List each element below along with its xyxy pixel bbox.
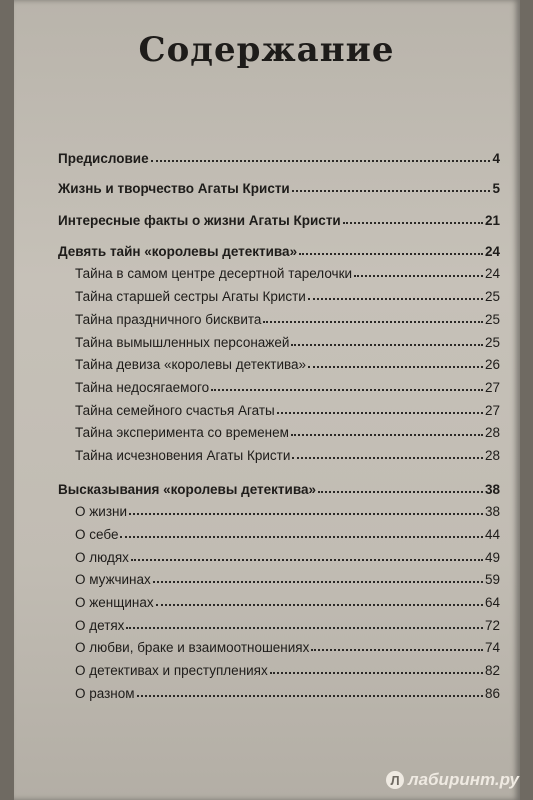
toc-entry-page: 27 <box>484 379 500 395</box>
labirint-logo-icon: Л <box>386 771 404 789</box>
watermark-logo <box>386 770 519 790</box>
page-title: Содержание <box>138 30 395 70</box>
toc-subsection-entry <box>58 678 500 701</box>
toc-entry-page: 72 <box>484 617 500 633</box>
toc-leader-dots <box>120 536 483 538</box>
toc-entry-label: О любви, браке и взаимоотношениях <box>75 640 310 656</box>
toc-section-entry <box>58 474 500 497</box>
toc-subsection-entry <box>58 327 500 350</box>
toc-entry-label: О детях <box>75 617 125 633</box>
toc-entry-page: 28 <box>484 447 500 463</box>
toc-entry-page: 59 <box>484 572 500 588</box>
toc-section-entry <box>58 143 500 166</box>
toc-subsection-entry <box>58 565 500 588</box>
toc-entry-page: 25 <box>484 334 500 350</box>
toc-entry-label: О жизни <box>75 504 128 520</box>
toc-entry-page: 82 <box>484 663 500 679</box>
toc-entry-label: О мужчинах <box>75 572 151 588</box>
toc-entry-page: 5 <box>492 181 500 197</box>
toc-entry-label: О детективах и преступлениях <box>75 663 268 679</box>
toc-leader-dots <box>131 559 483 561</box>
toc-entry-label: Предисловие <box>58 150 149 166</box>
toc-entry-page: 64 <box>484 595 500 611</box>
toc-entry-label: Высказывания «королевы детектива» <box>58 481 316 497</box>
toc-leader-dots <box>354 275 483 277</box>
toc-entry-page: 27 <box>484 402 500 418</box>
toc-section-entry <box>58 174 500 197</box>
toc-subsection-entry <box>58 259 500 282</box>
toc-subsection-entry <box>58 304 500 327</box>
toc-subsection-entry <box>58 372 500 395</box>
toc-section-entry <box>58 236 500 259</box>
toc-subsection-entry <box>58 395 500 418</box>
toc-entry-label: О людях <box>75 549 129 565</box>
toc-entry-label: О женщинах <box>75 595 154 611</box>
toc-entry-label: Тайна праздничного бисквита <box>75 311 262 327</box>
toc-leader-dots <box>292 190 491 192</box>
toc-leader-dots <box>129 513 483 515</box>
toc-leader-dots <box>308 366 483 368</box>
toc-entry-label: Интересные факты о жизни Агаты Кристи <box>58 213 341 229</box>
toc-entry-page: 4 <box>492 150 500 166</box>
toc-subsection-entry <box>58 633 500 656</box>
toc-leader-dots <box>153 581 483 583</box>
toc-leader-dots <box>126 627 483 629</box>
toc-leader-dots <box>151 160 491 162</box>
toc-leader-dots <box>270 672 483 674</box>
toc-entry-page: 44 <box>484 527 500 542</box>
toc-entry-page: 28 <box>484 425 500 441</box>
toc-leader-dots <box>311 649 483 651</box>
toc-subsection-entry <box>58 281 500 304</box>
toc-leader-dots <box>156 604 483 606</box>
toc-leader-dots <box>308 298 483 300</box>
toc-entry-label: Тайна вымышленных персонажей <box>75 334 290 350</box>
toc-entry-page: 24 <box>484 243 500 259</box>
toc-entry-label: Тайна семейного счастья Агаты <box>75 402 275 418</box>
toc-entry-page: 49 <box>484 549 500 565</box>
toc-leader-dots <box>318 491 483 493</box>
table-of-contents <box>58 143 500 701</box>
toc-entry-page: 21 <box>484 213 500 229</box>
toc-section-entry <box>58 205 500 228</box>
toc-entry-page: 74 <box>484 640 500 656</box>
toc-leader-dots <box>263 321 483 323</box>
toc-subsection-entry <box>58 440 500 463</box>
toc-entry-label: О разном <box>75 685 135 701</box>
toc-entry-page: 25 <box>484 289 500 305</box>
toc-leader-dots <box>343 222 483 224</box>
toc-leader-dots <box>292 457 483 459</box>
toc-subsection-entry <box>58 519 500 542</box>
toc-entry-label: О себе <box>75 527 119 542</box>
toc-leader-dots <box>211 389 483 391</box>
toc-entry-page: 86 <box>484 685 500 701</box>
toc-subsection-entry <box>58 610 500 633</box>
toc-entry-label: Тайна девиза «королевы детектива» <box>75 357 307 373</box>
toc-subsection-entry <box>58 542 500 565</box>
toc-entry-label: Тайна исчезновения Агаты Кристи <box>75 447 291 463</box>
toc-leader-dots <box>291 434 483 436</box>
toc-entry-page: 26 <box>484 357 500 373</box>
toc-entry-label: Тайна старшей сестры Агаты Кристи <box>75 289 306 305</box>
toc-entry-page: 38 <box>484 481 500 497</box>
toc-entry-label: Тайна недосягаемого <box>75 379 210 395</box>
toc-entry-page: 24 <box>484 266 500 282</box>
toc-entry-page: 38 <box>484 504 500 520</box>
toc-subsection-entry <box>58 497 500 520</box>
toc-entry-label: Тайна в самом центре десертной тарелочки <box>75 266 353 282</box>
toc-entry-page: 25 <box>484 311 500 327</box>
toc-leader-dots <box>291 344 483 346</box>
toc-subsection-entry <box>58 350 500 373</box>
toc-subsection-entry <box>58 655 500 678</box>
watermark-text: лабиринт.ру <box>408 770 519 789</box>
toc-entry-label: Жизнь и творчество Агаты Кристи <box>58 181 290 197</box>
toc-subsection-entry <box>58 418 500 441</box>
toc-leader-dots <box>277 412 483 414</box>
toc-leader-dots <box>137 695 483 697</box>
toc-entry-label: Девять тайн «королевы детектива» <box>58 243 298 259</box>
toc-leader-dots <box>299 253 483 255</box>
toc-entry-label: Тайна эксперимента со временем <box>75 425 289 441</box>
toc-subsection-entry <box>58 587 500 610</box>
